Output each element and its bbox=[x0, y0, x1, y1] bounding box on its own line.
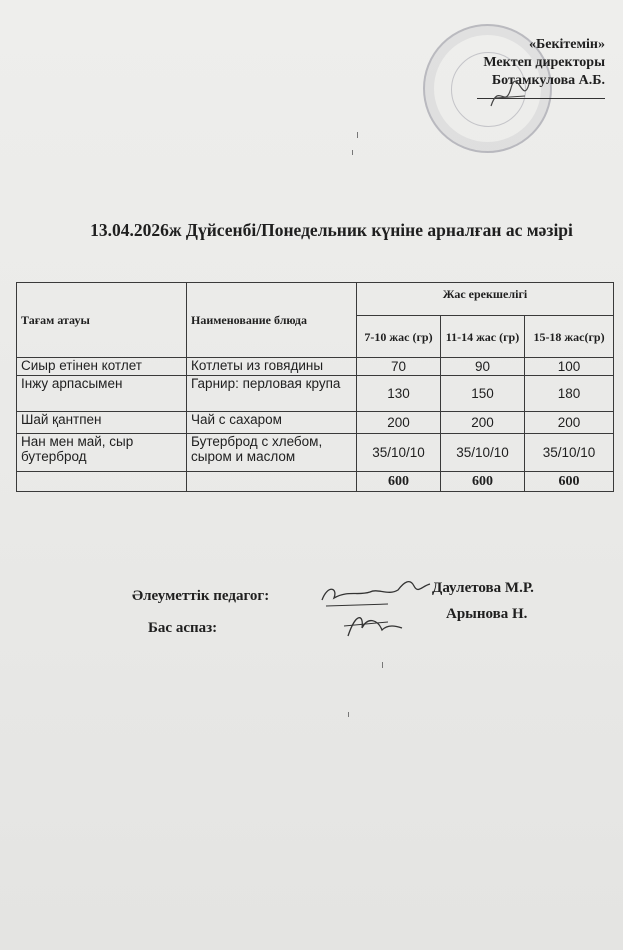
table-row bbox=[17, 434, 614, 472]
dish-ru: Бутерброд с хлебом, сыром и маслом bbox=[187, 434, 357, 472]
dish-kz: Нан мен май, сыр бутерброд bbox=[17, 434, 187, 472]
chef-label: Бас аспаз: bbox=[148, 620, 218, 636]
pedagog-name: Даулетова М.Р. bbox=[432, 580, 534, 596]
pedagog-label: Әлеуметтік педагог: bbox=[132, 588, 270, 604]
paper-mark bbox=[357, 132, 358, 138]
approval-line-1: «Бекітемін» bbox=[528, 37, 605, 52]
paper-mark bbox=[382, 662, 383, 668]
dish-ru: Чай с сахаром bbox=[187, 412, 357, 434]
paper-mark bbox=[348, 712, 349, 717]
header-dish-ru: Наименование блюда bbox=[187, 283, 357, 358]
menu-table bbox=[16, 282, 614, 492]
portion-11-14: 200 bbox=[441, 412, 525, 434]
header-age-group: Жас ерекшелігі bbox=[357, 283, 614, 316]
approval-block bbox=[405, 36, 605, 156]
director-signature bbox=[485, 76, 535, 116]
portion-11-14: 35/10/10 bbox=[441, 434, 525, 472]
dish-ru: Гарнир: перловая крупа bbox=[187, 376, 357, 412]
total-7-10: 600 bbox=[357, 472, 441, 492]
chef-name: Арынова Н. bbox=[446, 606, 528, 622]
table-row bbox=[17, 358, 614, 376]
portion-15-18: 100 bbox=[525, 358, 614, 376]
chef-signature bbox=[338, 606, 408, 642]
totals-row bbox=[17, 472, 614, 492]
portion-7-10: 200 bbox=[357, 412, 441, 434]
approval-line-2: Мектеп директоры bbox=[483, 55, 605, 70]
total-11-14: 600 bbox=[441, 472, 525, 492]
header-age-7-10: 7-10 жас (гр) bbox=[357, 316, 441, 358]
dish-kz: Сиыр етінен котлет bbox=[17, 358, 187, 376]
approval-line-3: Ботамкулова А.Б. bbox=[491, 73, 605, 88]
paper-mark bbox=[352, 150, 353, 155]
portion-15-18: 180 bbox=[525, 376, 614, 412]
portion-11-14: 150 bbox=[441, 376, 525, 412]
table-row bbox=[17, 412, 614, 434]
portion-7-10: 130 bbox=[357, 376, 441, 412]
dish-ru: Котлеты из говядины bbox=[187, 358, 357, 376]
header-age-15-18: 15-18 жас(гр) bbox=[525, 316, 614, 358]
page-title: 13.04.2026ж Дүйсенбі/Понедельник күніне арналған ас мәзірі bbox=[90, 220, 573, 240]
signature-section bbox=[0, 580, 623, 660]
header-age-11-14: 11-14 жас (гр) bbox=[441, 316, 525, 358]
portion-7-10: 70 bbox=[357, 358, 441, 376]
portion-11-14: 90 bbox=[441, 358, 525, 376]
portion-7-10: 35/10/10 bbox=[357, 434, 441, 472]
portion-15-18: 35/10/10 bbox=[525, 434, 614, 472]
dish-kz: Шай қантпен bbox=[17, 412, 187, 434]
total-15-18: 600 bbox=[525, 472, 614, 492]
dish-kz: Інжу арпасымен bbox=[17, 376, 187, 412]
table-row bbox=[17, 376, 614, 412]
header-dish-kz: Тағам атауы bbox=[17, 283, 187, 358]
portion-15-18: 200 bbox=[525, 412, 614, 434]
